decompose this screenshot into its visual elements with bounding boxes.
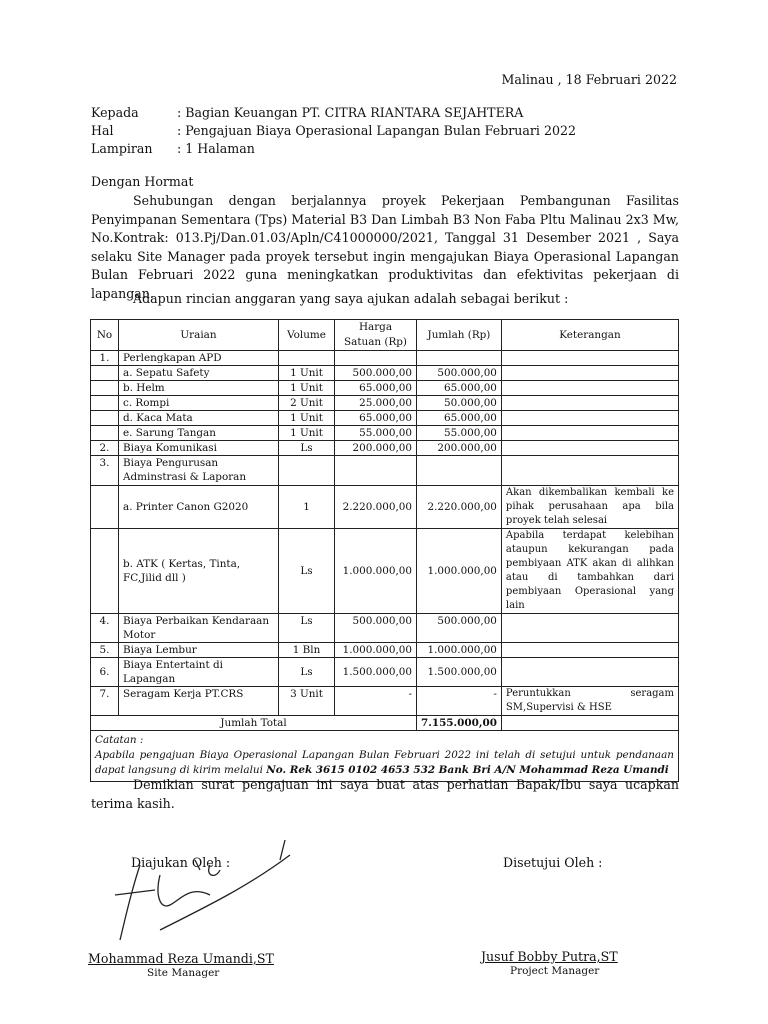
table-row xyxy=(91,441,679,456)
cell-jumlah: 1.000.000,00 xyxy=(417,529,502,614)
note-label: Catatan : xyxy=(95,734,144,746)
cell-harga: 500.000,00 xyxy=(335,366,417,381)
cell-volume: Ls xyxy=(279,614,335,643)
cell-harga: 25.000,00 xyxy=(335,396,417,411)
cell-jumlah: 65.000,00 xyxy=(417,381,502,396)
cell-harga: 1.000.000,00 xyxy=(335,643,417,658)
greeting: Dengan Hormat xyxy=(91,174,194,189)
cell-uraian: Biaya Komunikasi xyxy=(119,441,279,456)
column-header: Keterangan xyxy=(501,320,678,351)
table-row xyxy=(91,396,679,411)
signature-image xyxy=(100,835,300,950)
cell-volume: 2 Unit xyxy=(279,396,335,411)
cell-jumlah: 200.000,00 xyxy=(417,441,502,456)
cell-harga xyxy=(335,456,417,486)
table-row xyxy=(91,486,679,529)
cell-jumlah: 500.000,00 xyxy=(417,614,502,643)
cell-harga: 1.500.000,00 xyxy=(335,658,417,687)
table-row xyxy=(91,643,679,658)
bank-account: No. Rek 3615 0102 4653 532 Bank Bri A/N Mohammad Reza Umandi xyxy=(266,764,669,776)
cell-jumlah: 1.000.000,00 xyxy=(417,643,502,658)
meta-key: Lampiran xyxy=(91,141,153,156)
signer-title-right: Project Manager xyxy=(510,965,600,977)
cell-harga: 1.000.000,00 xyxy=(335,529,417,614)
table-row xyxy=(91,426,679,441)
total-label: Jumlah Total xyxy=(91,716,417,731)
table-row xyxy=(91,658,679,687)
budget-table xyxy=(90,319,679,782)
meta-value: : Bagian Keuangan PT. CITRA RIANTARA SEJAHTERA xyxy=(177,105,524,120)
sign-label-right: Disetujui Oleh : xyxy=(503,855,603,870)
cell-harga: 500.000,00 xyxy=(335,614,417,643)
cell-jumlah: - xyxy=(417,687,502,716)
cell-uraian: b. ATK ( Kertas, Tinta, FC,Jilid dll ) xyxy=(119,529,279,614)
cell-ket xyxy=(501,456,678,486)
cell-jumlah: 50.000,00 xyxy=(417,396,502,411)
cell-jumlah: 2.220.000,00 xyxy=(417,486,502,529)
cell-no xyxy=(91,366,119,381)
cell-volume: 1 Bln xyxy=(279,643,335,658)
cell-no xyxy=(91,529,119,614)
total-value: 7.155.000,00 xyxy=(417,716,502,731)
cell-no: 2. xyxy=(91,441,119,456)
cell-harga xyxy=(335,351,417,366)
cell-uraian: Seragam Kerja PT.CRS xyxy=(119,687,279,716)
cell-harga: 2.220.000,00 xyxy=(335,486,417,529)
cell-harga: - xyxy=(335,687,417,716)
cell-uraian: e. Sarung Tangan xyxy=(119,426,279,441)
total-empty xyxy=(501,716,678,731)
meta-key: Kepada xyxy=(91,105,139,120)
meta-value: : 1 Halaman xyxy=(177,141,255,156)
cell-uraian: Biaya Entertaint di Lapangan xyxy=(119,658,279,687)
cell-ket xyxy=(501,396,678,411)
cell-uraian: b. Helm xyxy=(119,381,279,396)
cell-no: 3. xyxy=(91,456,119,486)
cell-uraian: Biaya Perbaikan Kendaraan Motor xyxy=(119,614,279,643)
body-paragraph-2: Adapun rincian anggaran yang saya ajukan adalah sebagai berikut : xyxy=(133,291,569,306)
table-row xyxy=(91,381,679,396)
table-row xyxy=(91,614,679,643)
column-header: Volume xyxy=(279,320,335,351)
cell-volume: Ls xyxy=(279,529,335,614)
cell-no: 6. xyxy=(91,658,119,687)
cell-uraian: d. Kaca Mata xyxy=(119,411,279,426)
cell-ket xyxy=(501,381,678,396)
cell-volume xyxy=(279,456,335,486)
cell-no xyxy=(91,381,119,396)
cell-no xyxy=(91,426,119,441)
cell-uraian: Biaya Lembur xyxy=(119,643,279,658)
cell-volume: Ls xyxy=(279,658,335,687)
table-row xyxy=(91,456,679,486)
cell-harga: 65.000,00 xyxy=(335,381,417,396)
sign-label-left: Diajukan Oleh : xyxy=(131,855,231,870)
cell-jumlah: 65.000,00 xyxy=(417,411,502,426)
signer-title-left: Site Manager xyxy=(147,967,220,979)
cell-ket: Akan dikembalikan kembali ke pihak perusahaan apa bila proyek telah selesai xyxy=(501,486,678,529)
meta-value: : Pengajuan Biaya Operasional Lapangan Bulan Februari 2022 xyxy=(177,123,576,138)
cell-harga: 55.000,00 xyxy=(335,426,417,441)
signer-name-right: Jusuf Bobby Putra,ST xyxy=(481,949,618,964)
letter-meta xyxy=(91,104,576,158)
cell-ket xyxy=(501,411,678,426)
cell-volume: 1 Unit xyxy=(279,381,335,396)
signer-name-left: Mohammad Reza Umandi,ST xyxy=(88,951,274,966)
cell-volume: 1 Unit xyxy=(279,426,335,441)
cell-ket xyxy=(501,366,678,381)
note-text: Apabila pengajuan Biaya Operasional Lapangan Bulan Februari 2022 ini telah di setujui untuk pendanaan dapat langsung di kirim melalui xyxy=(95,749,674,776)
cell-jumlah: 55.000,00 xyxy=(417,426,502,441)
cell-ket xyxy=(501,614,678,643)
column-header: Jumlah (Rp) xyxy=(417,320,502,351)
cell-ket xyxy=(501,643,678,658)
total-row xyxy=(91,716,679,731)
cell-jumlah xyxy=(417,456,502,486)
cell-volume: 3 Unit xyxy=(279,687,335,716)
note-row xyxy=(91,731,679,782)
cell-no xyxy=(91,486,119,529)
table-row xyxy=(91,529,679,614)
cell-volume: 1 xyxy=(279,486,335,529)
cell-ket xyxy=(501,441,678,456)
column-header: Uraian xyxy=(119,320,279,351)
cell-jumlah: 1.500.000,00 xyxy=(417,658,502,687)
body-paragraph: Sehubungan dengan berjalannya proyek Pekerjaan Pembangunan Fasilitas Penyimpanan Sementara (Tps) Material B3 Dan Limbah B3 Non Faba Pltu Malinau 2x3 Mw, No.Kontrak: 013.Pj/Dan.01.03/Apln/C41000000/2021, Tanggal 31 Desember 2021 , Saya selaku Site Manager pada proyek tersebut ingin mengajukan Biaya Operasional Lapangan Bulan Februari 2022 guna meningkatkan produktivitas dan efektivitas pekerjaan di lapangan. xyxy=(91,193,679,301)
cell-no: 1. xyxy=(91,351,119,366)
table-row xyxy=(91,687,679,716)
meta-key: Hal xyxy=(91,123,114,138)
table-row xyxy=(91,411,679,426)
cell-uraian: a. Sepatu Safety xyxy=(119,366,279,381)
cell-uraian: c. Rompi xyxy=(119,396,279,411)
cell-no xyxy=(91,411,119,426)
column-header: Harga Satuan (Rp) xyxy=(335,320,417,351)
cell-harga: 65.000,00 xyxy=(335,411,417,426)
cell-uraian: Biaya Pengurusan Adminstrasi & Laporan xyxy=(119,456,279,486)
cell-no: 4. xyxy=(91,614,119,643)
cell-no xyxy=(91,396,119,411)
cell-volume: 1 Unit xyxy=(279,366,335,381)
cell-volume: Ls xyxy=(279,441,335,456)
cell-ket: Peruntukkan seragam SM,Supervisi & HSE xyxy=(501,687,678,716)
cell-no: 7. xyxy=(91,687,119,716)
table-row xyxy=(91,351,679,366)
letter-date: Malinau , 18 Februari 2022 xyxy=(501,72,677,87)
cell-uraian: Perlengkapan APD xyxy=(119,351,279,366)
cell-ket xyxy=(501,658,678,687)
column-header: No xyxy=(91,320,119,351)
cell-volume: 1 Unit xyxy=(279,411,335,426)
cell-ket xyxy=(501,351,678,366)
cell-ket xyxy=(501,426,678,441)
table-row xyxy=(91,366,679,381)
cell-uraian: a. Printer Canon G2020 xyxy=(119,486,279,529)
cell-jumlah xyxy=(417,351,502,366)
cell-jumlah: 500.000,00 xyxy=(417,366,502,381)
cell-volume xyxy=(279,351,335,366)
closing-paragraph: Demikian surat pengajuan ini saya buat atas perhatian Bapak/Ibu saya ucapkan terima kasih. xyxy=(91,777,679,811)
cell-harga: 200.000,00 xyxy=(335,441,417,456)
cell-no: 5. xyxy=(91,643,119,658)
cell-ket: Apabila terdapat kelebihan ataupun kekurangan pada pembiyaan ATK akan di alihkan atau di tambahkan dari pembiyaan Operasional yang lain xyxy=(501,529,678,614)
